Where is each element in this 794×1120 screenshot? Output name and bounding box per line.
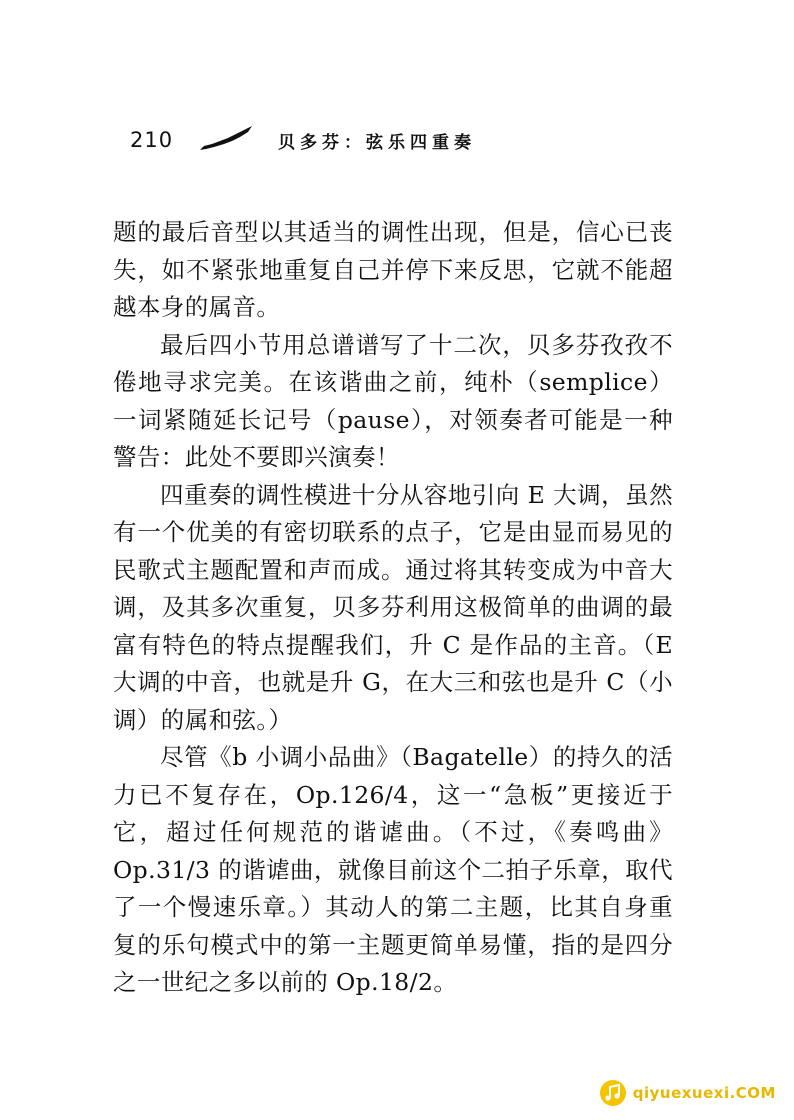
page-header — [130, 120, 690, 166]
paragraph-2: 最后四小节用总谱谱写了十二次，贝多芬孜孜不倦地寻求完美。在该谐曲之前，纯朴（semplice）一词紧随延长记号（pause），对领奏者可能是一种警告：此处不要即兴演奏！ — [113, 330, 673, 471]
paragraph-3: 四重奏的调性模进十分从容地引向 E 大调，虽然有一个优美的有密切联系的点子，它是由显而易见的民歌式主题配置和声而成。通过将其转变成为中音大调，及其多次重复，贝多芬利用这极简单的曲调的最富有特色的特点提醒我们，升 C 是作品的主音。（E 大调的中音，也就是升 G，在大三和弦也是升 C（小调）的属和弦。） — [113, 480, 673, 734]
page-number: 210 — [130, 128, 174, 152]
pen-icon — [198, 124, 256, 152]
running-title: 贝多芬：弦乐四重奏 — [278, 133, 476, 153]
watermark-text: qiyuexuexi.COM — [632, 1084, 776, 1102]
music-note-icon — [599, 1079, 627, 1107]
watermark — [599, 1078, 776, 1108]
paragraph-4: 尽管《b 小调小品曲》（Bagatelle）的持久的活力已不复存在，Op.126/4，这一“急板”更接近于它，超过任何规范的谐谑曲。（不过，《奏鸣曲》Op.31/3 的谐谑曲，就像目前这个二拍子乐章，取代了一个慢速乐章。）其动人的第二主题，比其自身重复的乐句模式中的第一主题更简单易懂，指的是四分之一世纪之多以前的 Op.18/2。 — [113, 743, 673, 996]
paragraph-1: 题的最后音型以其适当的调性出现，但是，信心已丧失，如不紧张地重复自己并停下来反思，它就不能超越本身的属音。 — [113, 218, 673, 321]
body-text — [113, 214, 673, 1002]
